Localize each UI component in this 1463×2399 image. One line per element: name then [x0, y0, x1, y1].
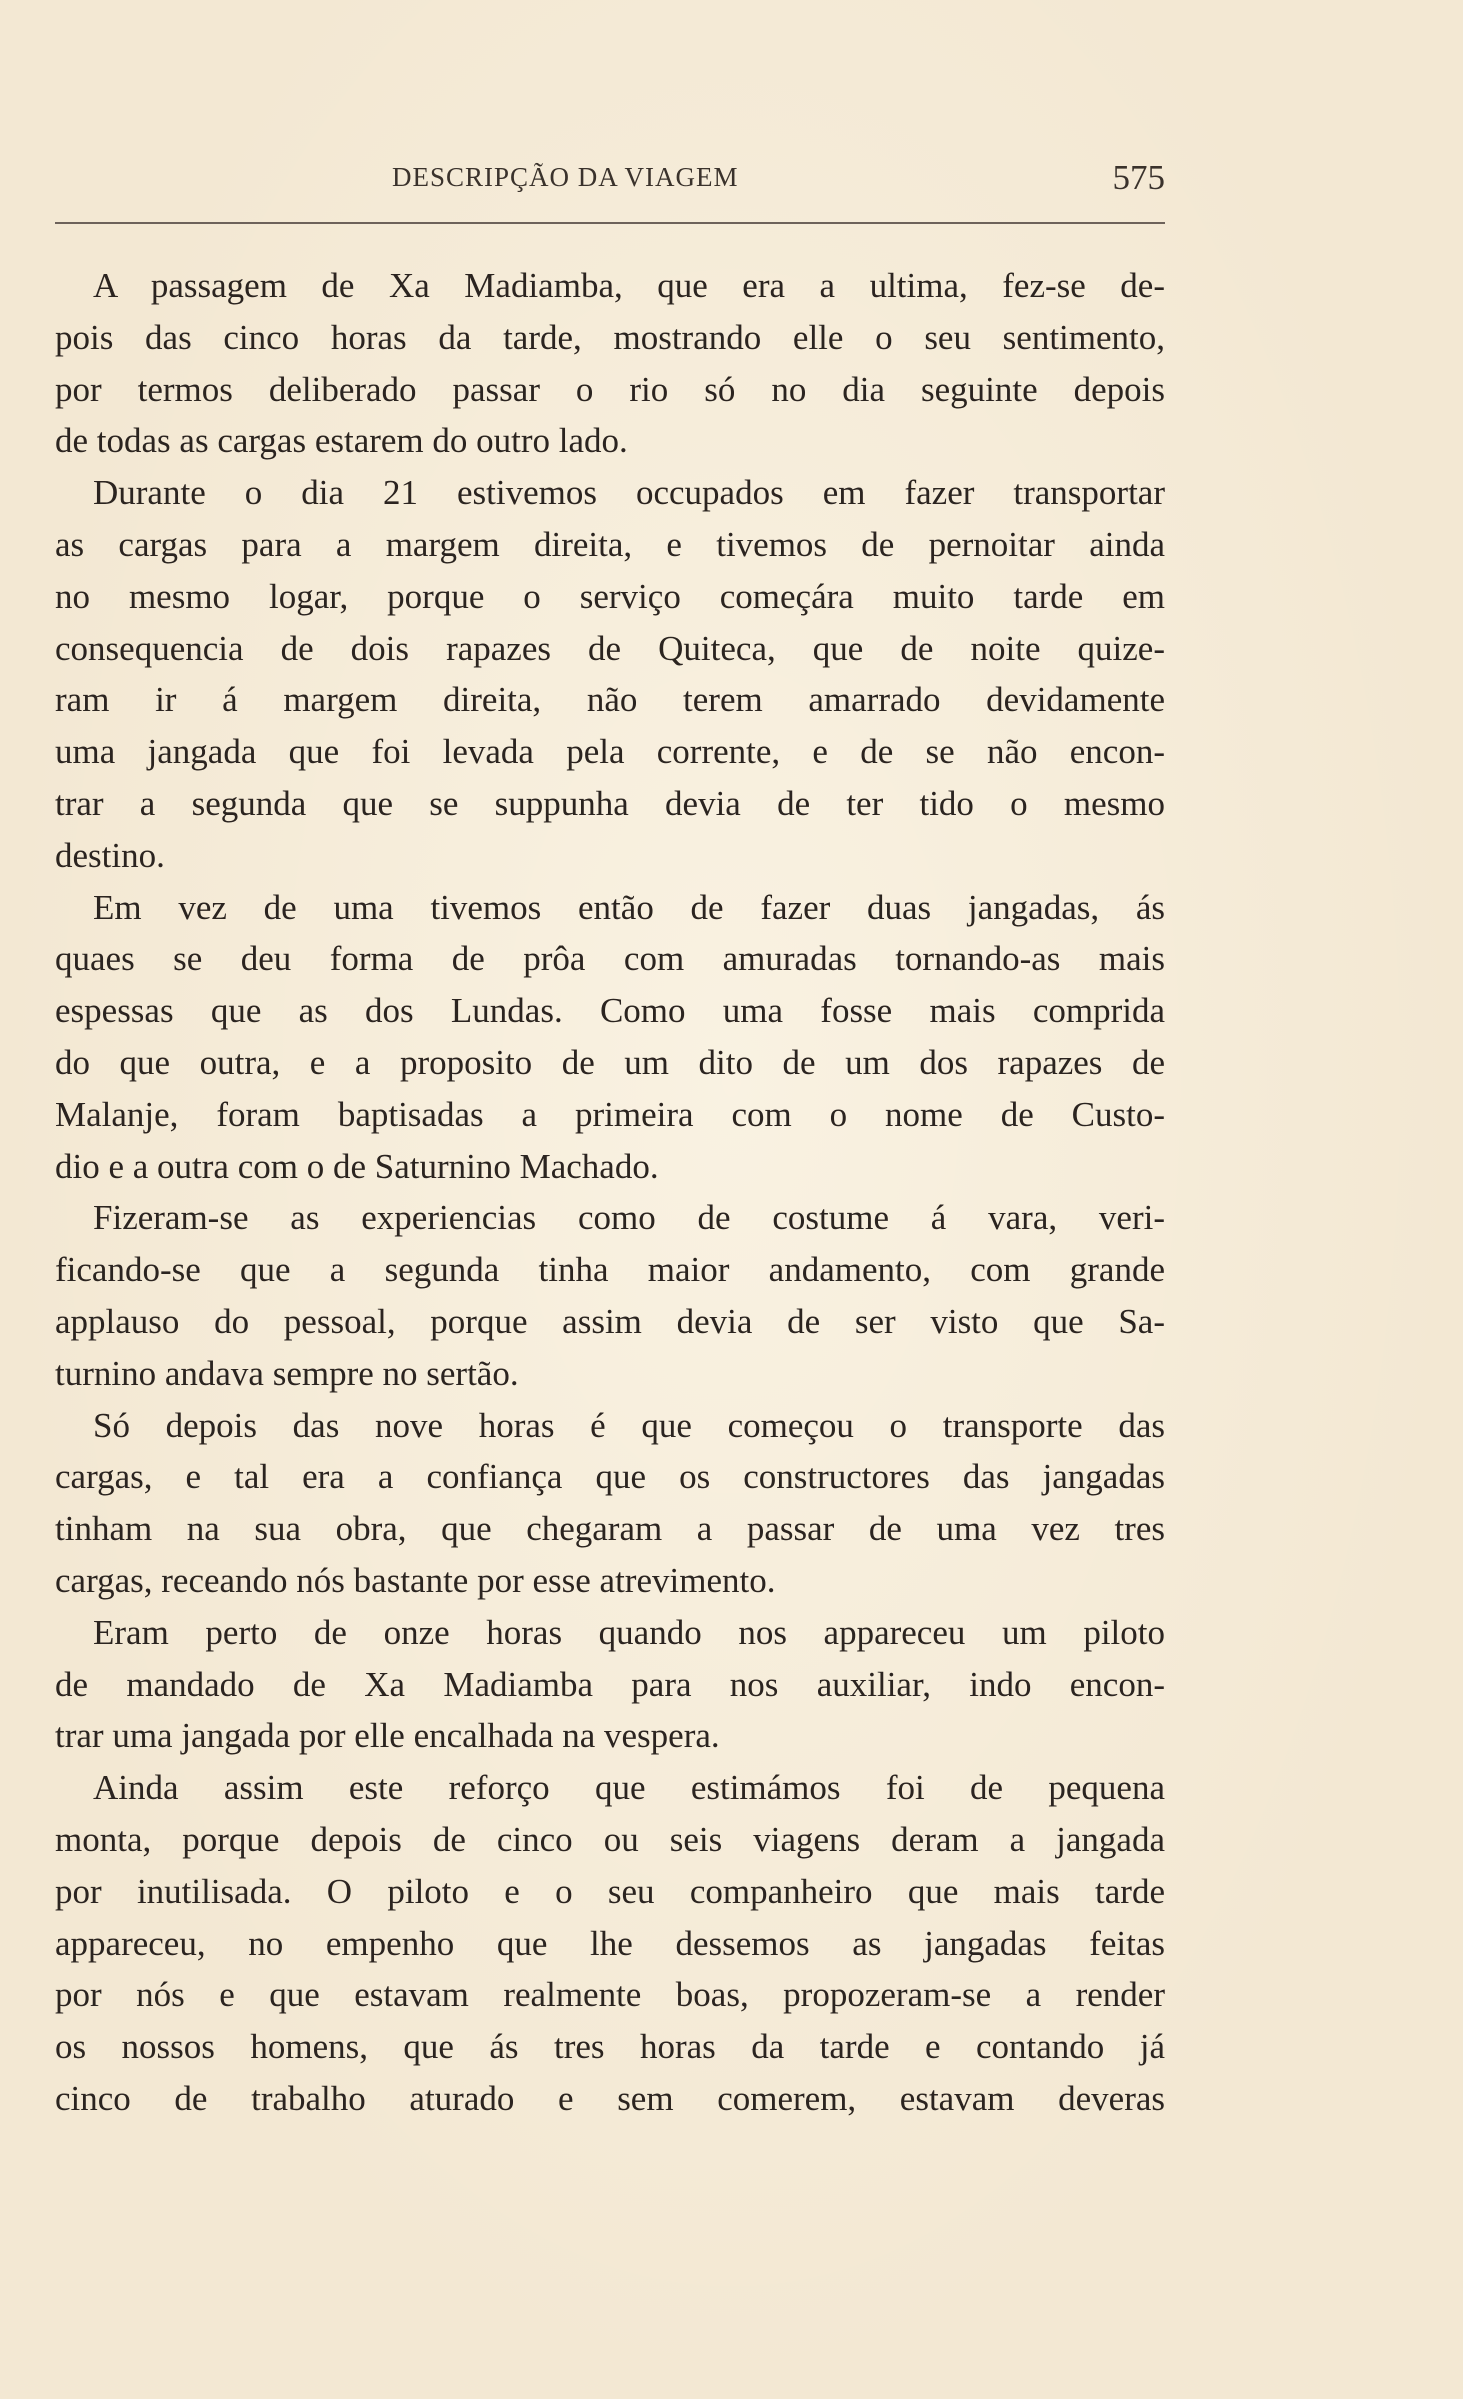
text-line: por inutilisada. O piloto e o seu companheiro que mais tarde [55, 1871, 1165, 1911]
running-head-title: DESCRIPÇÃO DA VIAGEM [392, 162, 739, 192]
text-line: de todas as cargas estarem do outro lado. [55, 421, 628, 461]
text-line: uma jangada que foi levada pela corrente, e de se não encon- [55, 732, 1165, 772]
text-line: destino. [55, 835, 165, 875]
text-line: por termos deliberado passar o rio só no dia seguinte depois [55, 369, 1165, 409]
text-line: quaes se deu forma de prôa com amuradas tornando-as mais [55, 939, 1165, 979]
text-line: Fizeram-se as experiencias como de costume á vara, veri- [93, 1198, 1165, 1238]
text-line: monta, porque depois de cinco ou seis viagens deram a jangada [55, 1819, 1165, 1859]
text-line: dio e a outra com o de Saturnino Machado. [55, 1146, 659, 1186]
text-line: Durante o dia 21 estivemos occupados em fazer transportar [93, 473, 1165, 513]
text-line: pois das cinco horas da tarde, mostrando elle o seu sentimento, [55, 317, 1165, 357]
text-line: cargas, e tal era a confiança que os constructores das jangadas [55, 1457, 1165, 1497]
text-line: trar uma jangada por elle encalhada na vespera. [55, 1716, 720, 1756]
text-line: Só depois das nove horas é que começou o transporte das [93, 1405, 1165, 1445]
text-line: appareceu, no empenho que lhe dessemos as jangadas feitas [55, 1923, 1165, 1963]
running-head [55, 158, 1165, 202]
body-text [55, 260, 1165, 2125]
paragraph-3 [55, 882, 1165, 1193]
paragraph-2 [55, 467, 1165, 881]
paragraph-4 [55, 1192, 1165, 1399]
text-line: cargas, receando nós bastante por esse atrevimento. [55, 1560, 776, 1600]
text-line: ram ir á margem direita, não terem amarrado devidamente [55, 680, 1165, 720]
paragraph-1 [55, 260, 1165, 467]
text-line: por nós e que estavam realmente boas, propozeram-se a render [55, 1975, 1165, 2015]
text-line: as cargas para a margem direita, e tivemos de pernoitar ainda [55, 524, 1165, 564]
text-line: de mandado de Xa Madiamba para nos auxiliar, indo encon- [55, 1664, 1165, 1704]
text-line: ficando-se que a segunda tinha maior andamento, com grande [55, 1250, 1165, 1290]
header-rule [55, 222, 1165, 224]
paragraph-6 [55, 1607, 1165, 1762]
paragraph-7 [55, 1762, 1165, 2125]
text-line: do que outra, e a proposito de um dito de um dos rapazes de [55, 1042, 1165, 1082]
text-line: no mesmo logar, porque o serviço começára muito tarde em [55, 576, 1165, 616]
text-line: tinham na sua obra, que chegaram a passar de uma vez tres [55, 1509, 1165, 1549]
text-line: consequencia de dois rapazes de Quiteca, que de noite quize- [55, 628, 1165, 668]
text-line: turnino andava sempre no sertão. [55, 1353, 519, 1393]
text-line: Ainda assim este reforço que estimámos foi de pequena [93, 1768, 1165, 1808]
text-line: A passagem de Xa Madiamba, que era a ultima, fez-se de- [93, 266, 1165, 305]
text-line: cinco de trabalho aturado e sem comerem, estavam deveras [55, 2078, 1165, 2118]
text-line: espessas que as dos Lundas. Como uma fosse mais comprida [55, 991, 1165, 1031]
text-line: Eram perto de onze horas quando nos appareceu um piloto [93, 1612, 1165, 1652]
text-line: applauso do pessoal, porque assim devia de ser visto que Sa- [55, 1301, 1165, 1341]
paragraph-5 [55, 1400, 1165, 1607]
text-line: os nossos homens, que ás tres horas da tarde e contando já [55, 2027, 1165, 2067]
page-number: 575 [1112, 158, 1165, 197]
text-line: Em vez de uma tivemos então de fazer duas jangadas, ás [93, 887, 1165, 927]
text-line: trar a segunda que se suppunha devia de ter tido o mesmo [55, 783, 1165, 823]
text-line: Malanje, foram baptisadas a primeira com o nome de Custo- [55, 1094, 1165, 1134]
